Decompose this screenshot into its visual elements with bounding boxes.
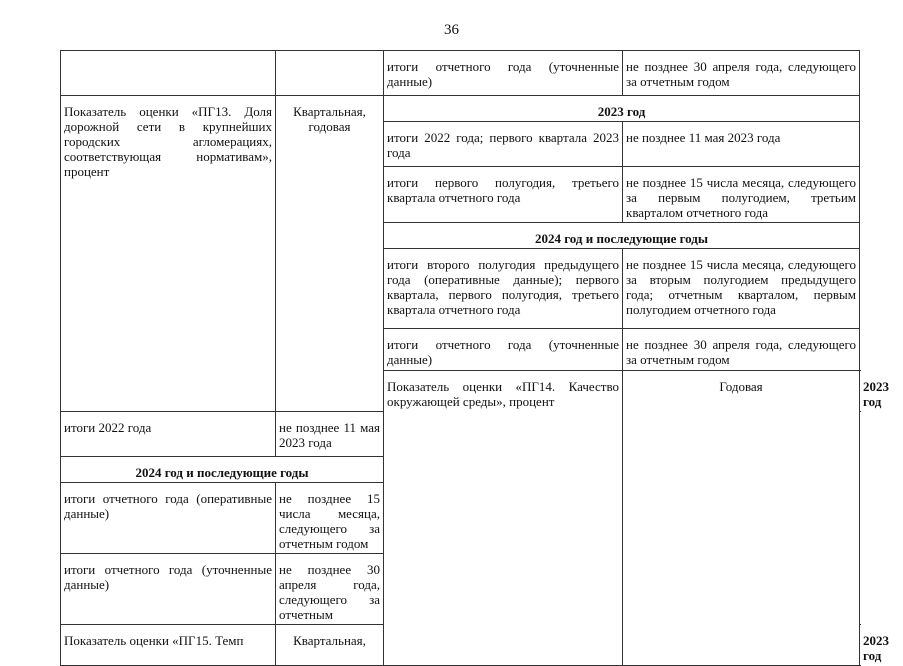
indicator-pg15: Показатель оценки «ПГ15. Темп [61, 625, 276, 666]
deadline-cell: не позднее 30 апреля года, следующего за отчетным [276, 554, 384, 625]
deadline-cell: не позднее 11 мая 2023 года [623, 122, 860, 167]
indicator-pg14: Показатель оценки «ПГ14. Качество окружающей среды», процент [384, 371, 623, 666]
indicator-pg13-text: Показатель оценки «ПГ13. Доля дорожной сети в крупнейших городских агломерациях, соответствующая нормативам», процент [64, 104, 272, 179]
deadline-cell: не позднее 11 мая 2023 года [276, 412, 384, 457]
periodicity-pg13: Квартальная, годовая [276, 96, 384, 412]
table-row: Показатель оценки «ПГ15. Темп Квартальная, 2023 год [61, 625, 860, 666]
deadline-cell: не позднее 30 апреля года, следующего за отчетным годом [623, 51, 860, 96]
period-cell: итоги отчетного года (уточненные данные) [61, 554, 276, 625]
period-cell: итоги 2022 года; первого квартала 2023 года [384, 122, 623, 167]
indicator-schedule-table [60, 50, 889, 666]
page-number: 36 [444, 22, 459, 38]
period-cell: итоги второго полугодия предыдущего года (оперативные данные); первого квартала, первого полугодия, третьего квартала отчетного года [384, 249, 623, 329]
period-cell: итоги отчетного года (оперативные данные) [61, 483, 276, 554]
year-heading-2023: 2023 год [384, 96, 860, 122]
deadline-cell: не позднее 15 числа месяца, следующего за отчетным годом [276, 483, 384, 554]
year-heading-2024: 2024 год и последующие годы [384, 223, 860, 249]
periodicity-pg15: Квартальная, [276, 625, 384, 666]
deadline-cell: не позднее 30 апреля года, следующего за отчетным годом [623, 329, 860, 371]
table-row [61, 51, 860, 96]
periodicity-cell-empty [276, 51, 384, 96]
deadline-cell: не позднее 15 числа месяца, следующего за первым полугодием, третьим кварталом отчетного года [623, 167, 860, 223]
period-cell: итоги первого полугодия, третьего квартала отчетного года [384, 167, 623, 223]
indicator-pg13 [61, 96, 276, 412]
deadline-cell: не позднее 15 числа месяца, следующего за вторым полугодием предыдущего года; отчетным кварталом, первым полугодием отчетного года [623, 249, 860, 329]
period-cell: итоги 2022 года [61, 412, 276, 457]
year-heading-2024: 2024 год и последующие годы [61, 457, 384, 483]
table-row: Показатель оценки «ПГ14. Качество окружающей среды», процент Годовая 2023 год [61, 371, 860, 412]
period-cell: итоги отчетного года (уточненные данные) [384, 329, 623, 371]
period-cell: итоги отчетного года (уточненные данные) [384, 51, 623, 96]
table-row [61, 96, 860, 122]
periodicity-pg14: Годовая [623, 371, 860, 666]
indicator-cell-empty [61, 51, 276, 96]
